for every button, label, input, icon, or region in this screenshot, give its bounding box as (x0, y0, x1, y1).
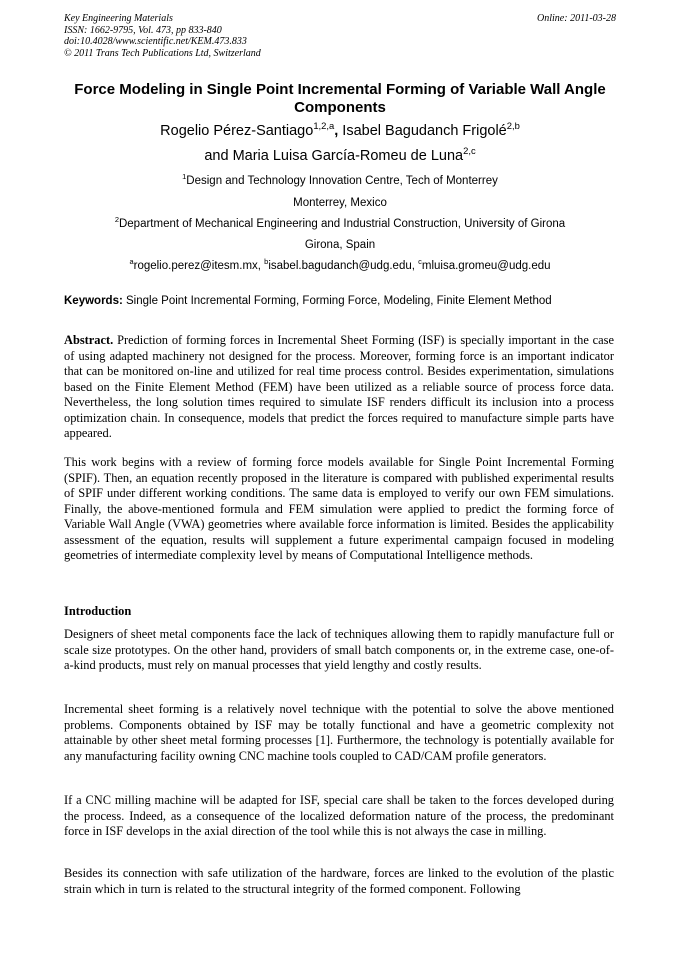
intro-paragraph-2: Incremental sheet forming is a relatively novel technique with the potential to solve the above mentioned problems. Components obtained by ISF may be totally functional and have a geometric complexity not attainable by other sheet metal forming processes [1]. Furthermore, the technology is potentially available for any manufacturing facility owning CNC machine tools coupled to CAD/CAM profile generators. (64, 702, 614, 763)
online-date: Online: 2011-03-28 (537, 13, 616, 24)
intro-paragraph-1: Designers of sheet metal components face the lack of techniques allowing them to rapidly manufacture full or scale size prototypes. On the other hand, providers of small batch components or, in the extreme case, one-of-a-kind products, must rely on manual processes that yield lengthy and costly results. (64, 627, 614, 672)
issn-line: ISSN: 1662-9795, Vol. 473, pp 833-840 (64, 24, 222, 36)
email-sup: a (129, 257, 134, 267)
affiliation-text: Department of Mechanical Engineering and Industrial Construction, University of Girona (118, 218, 566, 230)
abstract-paragraph-1 (64, 333, 614, 442)
author-line-1: Rogelio Pérez-Santiago$^{1,2,a}$, Isabel Bagudanch Frigolé$^{2,b}$ (160, 120, 520, 139)
author-name: Maria Luisa García-Romeu de Luna (232, 148, 464, 164)
author-sup: 1,2,a (313, 120, 335, 132)
author-name: Isabel Bagudanch Frigolé (342, 123, 507, 139)
paper-title: Force Modeling in Single Point Incremental Forming of Variable Wall Angle Components (74, 81, 606, 116)
journal-name: Key Engineering Materials (64, 13, 173, 24)
affiliation-1-line-2: Monterrey, Mexico (293, 197, 387, 209)
email-line (64, 259, 616, 274)
doi-line: doi:10.4028/www.scientific.net/KEM.473.833 (64, 36, 247, 47)
affiliation-text: Design and Technology Innovation Centre, Tech of Monterrey (186, 175, 498, 187)
affiliation-num: 1 (182, 172, 187, 182)
keywords-text: Single Point Incremental Forming, Forming Force, Modeling, Finite Element Method (126, 295, 552, 307)
author-line-2 (64, 146, 616, 166)
journal-header (64, 13, 616, 59)
email-sup: b (264, 257, 269, 267)
email-address: isabel.bagudanch@udg.edu, (268, 260, 415, 272)
abstract-text: Prediction of forming forces in Incremental Sheet Forming (ISF) is specially important in the case of using adapted machinery not designed for the process. Moreover, forming force is an important indicator that can be monitored on-line and utilized for real time process control. Besides experimentation, simulations based on the Finite Element Method (FEM) have been utilized as a reliable source of process force data. Nevertheless, the long solution times required to simulate ISF renders difficult its inclusion into a process optimization chain. In consequence, models that predict the forces required to manufacture simple parts have appeared. (64, 333, 614, 440)
author-name: Rogelio Pérez-Santiago (160, 123, 314, 139)
abstract-paragraph-2: This work begins with a review of forming force models available for Single Point Incremental Forming (SPIF). Then, an equation recently proposed in the literature is compared with published experimental results of SPIF under different working conditions. The same data is employed to verify our own FEM simulations. Finally, the above-mentioned formula and FEM simulation were applied to predict the forming force of Variable Wall Angle (VWA) geometries where available force information is limited. Besides the applicability assessment of the equation, results will supplement a future experimental campaign focused in modeling geometries of intermediate complexity level by means of Computational Intelligence methods. (64, 455, 614, 562)
affiliation-1-line-1 (64, 174, 616, 189)
affiliation-2-line-2: Girona, Spain (304, 239, 376, 251)
abstract-label: Abstract. (64, 333, 114, 347)
keywords (64, 294, 616, 309)
author-sup: 2,b (506, 120, 520, 132)
section-heading-introduction: Introduction (64, 604, 132, 618)
email-sup: c (418, 257, 422, 267)
author-sup: 2,c (463, 145, 476, 157)
copyright-line: © 2011 Trans Tech Publications Ltd, Switzerland (64, 47, 261, 59)
affiliation-num: 2 (114, 215, 119, 225)
intro-paragraph-4: Besides its connection with safe utilization of the hardware, forces are linked to the evolution of the plastic strain which in turn is related to the structural integrity of the formed component. Following (64, 866, 614, 896)
affiliation-2-line-1 (64, 217, 616, 232)
email-address: mluisa.gromeu@udg.edu (421, 260, 551, 272)
keywords-label: Keywords: (64, 295, 123, 307)
author-conjunction: and (204, 148, 229, 164)
intro-paragraph-3: If a CNC milling machine will be adapted for ISF, special care shall be taken to the forces developed during the process. Indeed, as a consequence of the localized deformation nature of the process, the predominant force in ISF develops in the axial direction of the tool while this is not always the case in milling. (64, 793, 614, 838)
email-address: rogelio.perez@itesm.mx, (133, 260, 261, 272)
